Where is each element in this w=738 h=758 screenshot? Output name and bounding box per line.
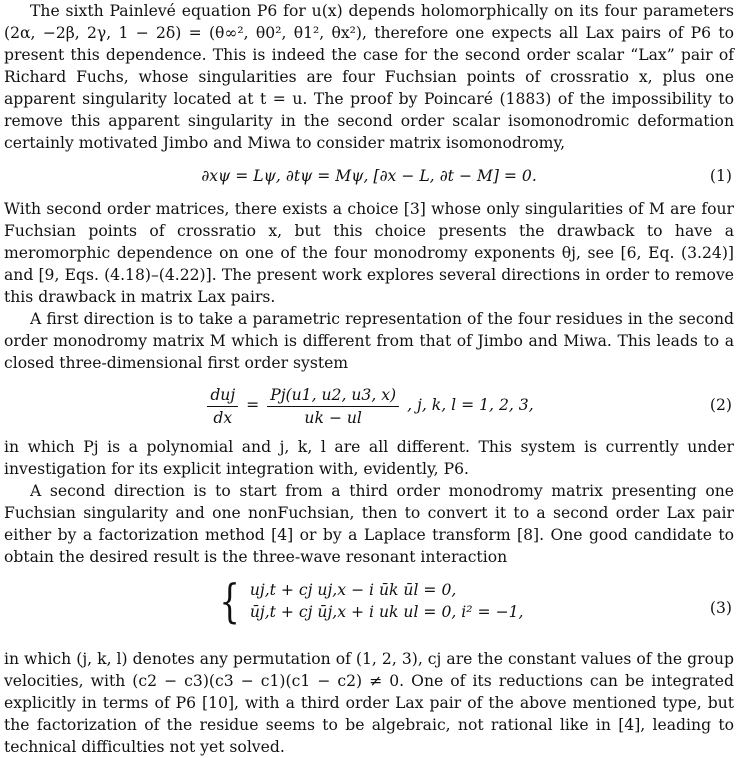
equation-3-line-2: ūj,t + cj ūj,x + i uk ul = 0, i² = −1, (249, 603, 524, 621)
left-brace-icon: { (218, 574, 240, 628)
equation-3-system (215, 576, 524, 626)
paragraph-2: With second order matrices, there exists a choice [3] whose only singularities of M are four Fuchsian points of crossratio x, but this choice presents the drawback to have a meromorphic dependence on one of the four monodromy exponents θj, see [6, Eq. (3.24)] and [9, Eqs. (4.18)–(4.22)]. The present work explores several directions in order to remove this drawback in matrix Lax pairs. (4, 200, 734, 306)
equation-2 (4, 374, 734, 436)
paragraph-5: A second direction is to start from a third order monodromy matrix presenting one Fuchsian singularity and one nonFuchsian, then to convert it to a second order Lax pair either by a factorization method [4] or by a Laplace transform [8]. One good candidate to obtain the desired result is the three-wave resonant interaction (4, 482, 734, 566)
paragraph-4: in which Pj is a polynomial and j, k, l are all different. This system is currently under investigation for its explicit integration with, evidently, P6. (4, 438, 734, 478)
equation-2-tail: , j, k, l = 1, 2, 3, (407, 396, 534, 414)
equation-1-body: ∂xψ = Lψ, ∂tψ = Mψ, [∂x − L, ∂t − M] = 0. (201, 167, 537, 185)
equation-2-rhs-denominator: uk − ul (304, 408, 362, 427)
paragraph-1: The sixth Painlevé equation P6 for u(x) depends holomorphically on its four parameters (2α, −2β, 2γ, 1 − 2δ) = (θ∞², θ0², θ1², θx²), therefore one expects all Lax pairs of P6 to present this dependence. This is indeed the case for the second order scalar “Lax” pair of Richard Fuchs, whose singularities are four Fuchsian points of crossratio x, plus one apparent singularity located at t = u. The proof by Poincaré (1883) of the impossibility to remove this apparent singularity in the second order scalar isomonodromic deformation certainly motivated Jimbo and Miwa to consider matrix isomonodromy, (4, 2, 734, 152)
equation-3 (4, 568, 734, 648)
equation-1 (4, 154, 734, 198)
equation-2-rhs-fraction (267, 385, 399, 428)
equation-3-lines (250, 579, 524, 623)
equation-2-equals: = (246, 396, 260, 414)
equation-3-line-1: uj,t + cj uj,x − i ūk ūl = 0, (249, 581, 457, 599)
equation-3-number: (3) (709, 599, 732, 617)
paragraph-6: in which (j, k, l) denotes any permutation of (1, 2, 3), cj are the constant values of the group velocities, with (c2 − c3)(c3 − c1)(c1 − c2) ≠ 0. One of its reductions can be integrated explicitly in terms of P6 [10], with a third order Lax pair of the above mentioned type, but the factorization of the residue seems to be algebraic, not rational like in [4], leading to technical difficulties not yet solved. (4, 650, 734, 756)
equation-2-lhs-fraction (207, 385, 238, 428)
equation-2-lhs-denominator: dx (213, 408, 233, 427)
paper-page (4, 0, 734, 756)
equation-2-lhs-numerator: duj (207, 385, 238, 407)
equation-2-number: (2) (709, 396, 732, 414)
paragraph-3: A first direction is to take a parametric representation of the four residues in the second order monodromy matrix M which is different from that of Jimbo and Miwa. This leads to a closed three-dimensional first order system (4, 310, 734, 372)
equation-2-rhs-numerator: Pj(u1, u2, u3, x) (267, 385, 399, 407)
equation-1-number: (1) (709, 167, 732, 185)
equation-2-body (204, 374, 533, 436)
